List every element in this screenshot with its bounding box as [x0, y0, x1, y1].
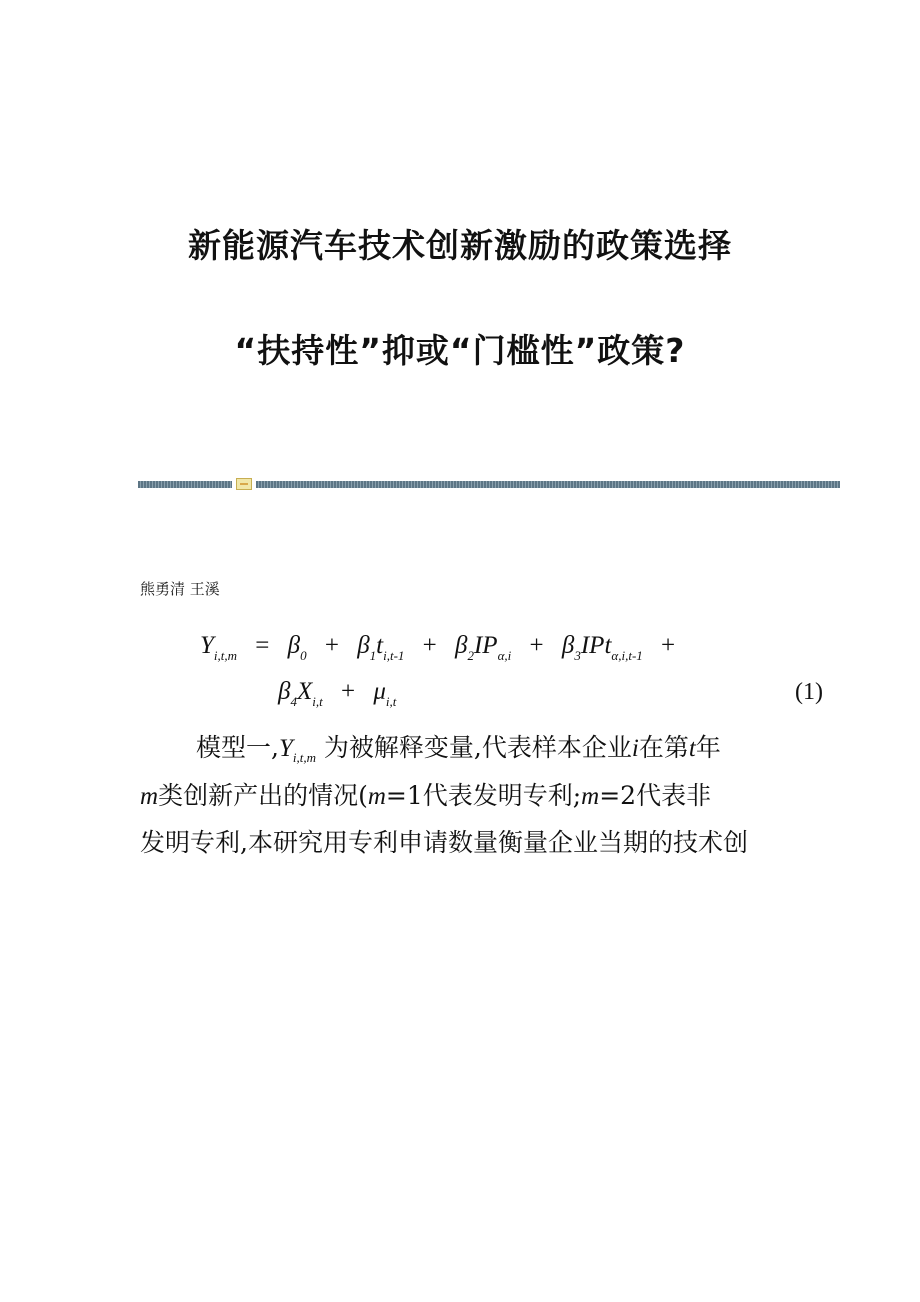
eq-beta4-sub: 4	[290, 694, 297, 709]
para-text: 类创新产出的情况(	[158, 781, 368, 810]
para-var-y: Y	[278, 735, 293, 762]
para-var-y-sub: i,t,m	[292, 750, 316, 765]
paragraph-line-3: 发明专利,本研究用专利申请数量衡量企业当期的技术创	[140, 828, 748, 857]
eq-t-sub: i,t-1	[383, 648, 405, 663]
eq-beta1-sub: 1	[369, 648, 377, 663]
eq-y: Y	[200, 632, 214, 659]
eq-plus-5: +	[340, 678, 356, 705]
para-var-m: m	[581, 783, 600, 810]
eq-y-sub: i,t,m	[213, 648, 238, 663]
para-text: 在第	[638, 733, 689, 762]
author-line: 熊勇清 王溪	[140, 580, 220, 598]
eq-plus-4: +	[661, 632, 676, 659]
para-text: =1代表发明专利;	[385, 781, 582, 810]
divider-badge-icon	[236, 478, 252, 490]
eq-x-sub: i,t	[312, 694, 323, 709]
equation-line-2	[278, 678, 396, 710]
section-divider	[138, 478, 840, 490]
eq-equals: =	[255, 632, 270, 659]
equation-line-1	[200, 632, 675, 664]
eq-beta3-sub: 3	[574, 648, 581, 663]
equation-number: (1)	[795, 679, 823, 705]
eq-t: t	[376, 632, 384, 659]
para-var-i: i	[631, 735, 639, 762]
eq-beta0-sub: 0	[300, 648, 307, 663]
para-var-m: m	[140, 783, 159, 810]
paper-title: 新能源汽车技术创新激励的政策选择	[188, 226, 732, 265]
para-text: 模型一,	[196, 733, 279, 762]
para-var-t: t	[688, 735, 696, 762]
para-text: 为被解释变量,代表样本企业	[315, 733, 632, 762]
eq-plus-1: +	[324, 632, 339, 659]
eq-beta1: β	[357, 632, 370, 659]
eq-ipt: IPt	[580, 632, 612, 659]
eq-beta2-sub: 2	[467, 648, 474, 663]
eq-plus-3: +	[529, 632, 544, 659]
divider-bar-right	[256, 481, 840, 488]
divider-bar-left	[138, 481, 232, 488]
para-text: 年	[695, 733, 721, 762]
eq-beta3: β	[561, 632, 575, 659]
eq-ip-sub: α,i	[497, 648, 512, 663]
paragraph-line-2	[140, 776, 840, 812]
paragraph-line-1	[140, 728, 840, 766]
eq-ipt-sub: α,i,t-1	[611, 648, 643, 663]
eq-beta4: β	[278, 678, 291, 705]
para-var-m: m	[367, 783, 386, 810]
para-text: =2代表非	[599, 781, 712, 810]
eq-ip: IP	[473, 632, 498, 659]
paper-subtitle: “扶持性”抑或“门槛性”政策?	[234, 331, 686, 370]
eq-mu-sub: i,t	[385, 694, 397, 709]
eq-beta0: β	[287, 632, 301, 659]
eq-x: X	[296, 678, 313, 705]
eq-plus-2: +	[422, 632, 437, 659]
eq-beta2: β	[455, 632, 468, 659]
eq-mu: μ	[373, 678, 386, 705]
